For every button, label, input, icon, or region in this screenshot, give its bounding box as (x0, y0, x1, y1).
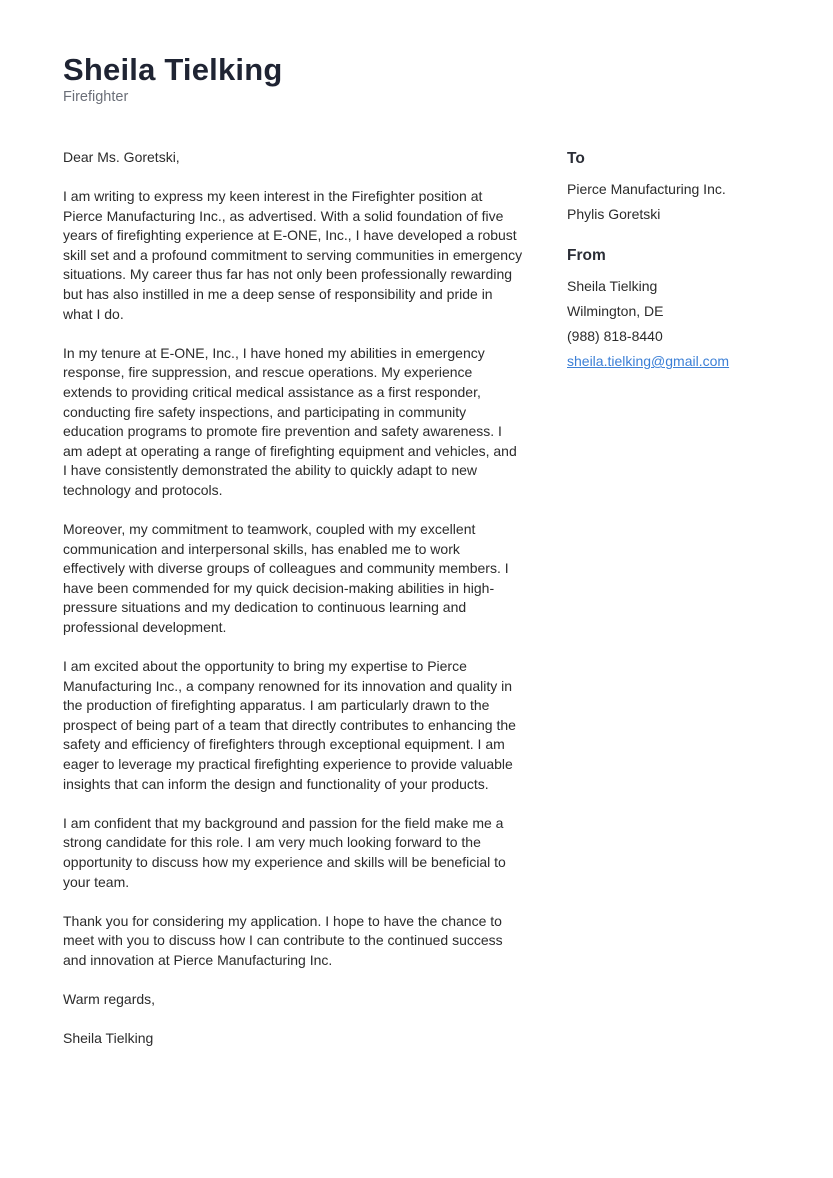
letter-header (63, 52, 283, 106)
to-heading: To (567, 150, 585, 167)
sender-email-row (567, 349, 807, 374)
applicant-name: Sheila Tielking (63, 52, 283, 87)
sender-location: Wilmington, DE (567, 303, 664, 319)
contact-sidebar (567, 149, 807, 393)
letter-signature: Sheila Tielking (63, 1029, 154, 1046)
sender-email-link[interactable]: sheila.tielking@gmail.com (567, 353, 730, 369)
letter-closing: Warm regards, (63, 990, 156, 1007)
letter-paragraph: I am writing to express my keen interest in the Firefighter position at Pierce Manufacturing Inc., as advertised. With a solid foundation of five years of firefighting experience at E-ONE, Inc., I have developed a robust skill set and a profound commitment to serving communities in emergency situations. My career thus far has not only been professionally rewarding but has also instilled in me a deep sense of responsibility and pride in what I do. (63, 188, 523, 322)
recipient-name: Phylis Goretski (567, 206, 661, 222)
letter-greeting: Dear Ms. Goretski, (63, 149, 180, 165)
letter-paragraph: Moreover, my commitment to teamwork, coupled with my excellent communication and interpersonal skills, has enabled me to work effectively with diverse groups of colleagues and community members. I have been commended for my quick decision-making abilities in high-pressure situations and my dedication to continuous learning and professional development. (63, 521, 509, 635)
letter-paragraph: In my tenure at E-ONE, Inc., I have honed my abilities in emergency response, fire suppression, and rescue operations. My experience extends to providing critical medical assistance as a first responder, conducting fire safety inspections, and participating in community education programs to promote fire prevention and safety awareness. I am adept at operating a range of firefighting equipment and vehicles, and I have consistently demonstrated the ability to quickly adapt to new technology and protocols. (63, 344, 517, 498)
recipient-company: Pierce Manufacturing Inc. (567, 181, 726, 197)
letter-paragraph: I am excited about the opportunity to bring my expertise to Pierce Manufacturing Inc., a company renowned for its innovation and quality in the production of firefighting apparatus. I am particularly drawn to the prospect of being part of a team that directly contributes to enhancing the safety and efficiency of firefighters through exceptional equipment. I am eager to leverage my practical firefighting experience to provide valuable insights that can inform the design and functionality of your products. (63, 658, 516, 792)
sender-name: Sheila Tielking (567, 278, 658, 294)
from-heading: From (567, 247, 606, 264)
letter-paragraph: Thank you for considering my application. I hope to have the chance to meet with you to discuss how I can contribute to the continued success and innovation at Pierce Manufacturing Inc. (63, 912, 503, 968)
applicant-role: Firefighter (63, 89, 129, 105)
to-section (567, 149, 807, 227)
sender-phone: (988) 818-8440 (567, 328, 663, 344)
letter-body (63, 148, 523, 1068)
letter-paragraph: I am confident that my background and passion for the field make me a strong candidate for this role. I am very much looking forward to the opportunity to discuss how my experience and skills will be beneficial to your team. (63, 814, 506, 890)
from-section (567, 246, 807, 374)
